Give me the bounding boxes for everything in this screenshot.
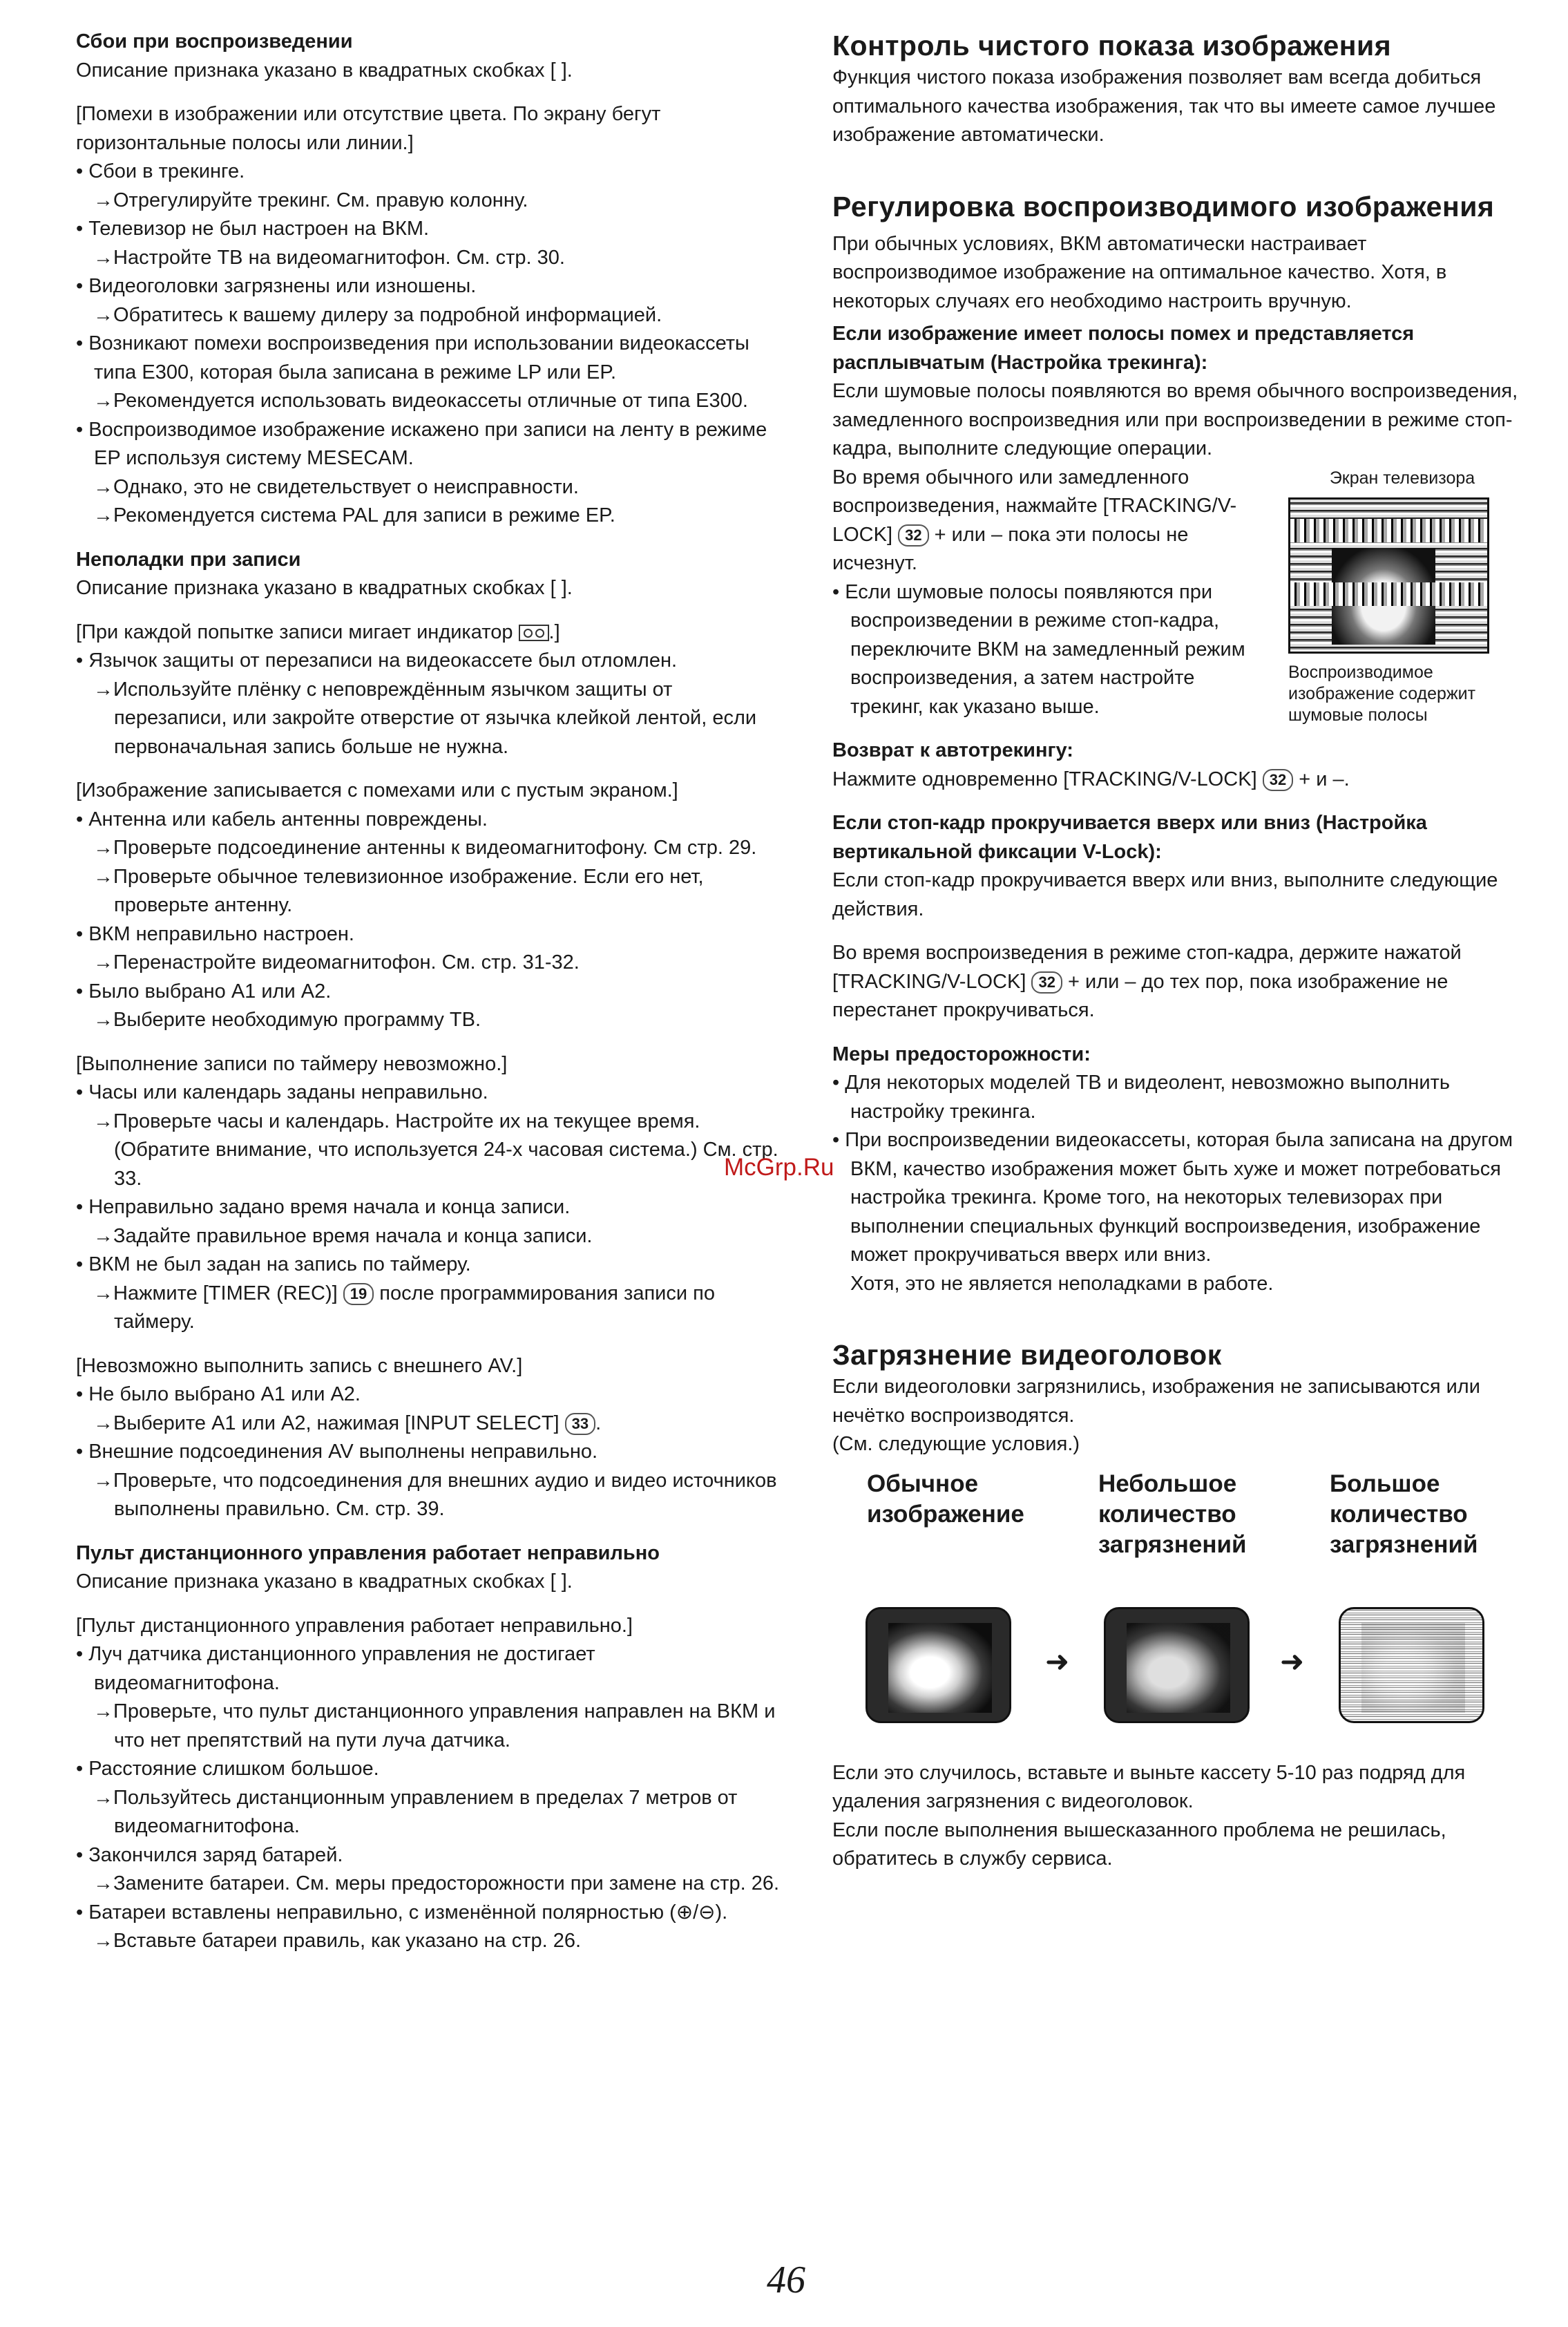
- precautions-heading: Меры предосторожности:: [832, 1043, 1091, 1065]
- section-intro: Описание признака указано в квадратных скобках [ ].: [76, 59, 573, 82]
- fix: →Рекомендуется использовать видеокассеты отличные от типа E300.: [93, 390, 748, 412]
- fix: →Проверьте часы и календарь. Настройте их на текущее время. (Обратите внимание, что используется 24-х часовая система.) См. стр. 33.: [93, 1110, 778, 1190]
- flower-image: [1127, 1623, 1230, 1713]
- symptom: [76, 618, 781, 647]
- heavily-dirty-picture-image: [1339, 1607, 1484, 1723]
- condition-label-normal: Обычное изображение: [867, 1470, 1024, 1528]
- precaution-item: • Для некоторых моделей ТВ и видеолент, невозможно выполнить настройку трекинга.: [832, 1072, 1451, 1123]
- auto-tracking-body: [832, 766, 1523, 795]
- tracking-heading: Если изображение имеет полосы помех и представляется расплывчатым (Настройка трекинга):: [832, 323, 1415, 374]
- cause: • Луч датчика дистанционного управления не достигает видеомагнитофона.: [76, 1643, 595, 1694]
- fix: →Настройте ТВ на видеомагнитофон. См. стр. 30.: [93, 246, 565, 269]
- tracking-step: [832, 464, 1261, 578]
- precaution-note: Хотя, это не является неполадками в работе.: [850, 1272, 1274, 1295]
- left-column: [76, 28, 781, 1956]
- symptom: [Помехи в изображении или отсутствие цвета. По экрану бегут горизонтальные полосы или линии.]: [76, 103, 661, 154]
- figure-caption: Воспроизводимое изображение содержит шумовые полосы: [1288, 662, 1476, 725]
- tracking-block: [832, 464, 1523, 725]
- fix: →Проверьте, что подсоединения для внешних аудио и видео источников выполнены правильно. См. стр. 39.: [93, 1469, 777, 1520]
- clear-picture-body: Функция чистого показа изображения позволяет вам всегда добиться оптимального качества изображения, так что вы имеете самое лучшее изображение автоматически.: [832, 66, 1496, 146]
- symptom: [Выполнение записи по таймеру невозможно.]: [76, 1052, 508, 1075]
- symptom: [Пульт дистанционного управления работает неправильно.]: [76, 1614, 633, 1637]
- fix-text-end: после программирования записи по таймеру.: [114, 1282, 715, 1333]
- cause: • Было выбрано A1 или A2.: [76, 980, 332, 1003]
- fix-text: →Нажмите [TIMER (REC)]: [93, 1282, 338, 1304]
- dirty-heads-advice: Если это случилось, вставьте и выньте кассету 5-10 раз подряд для удаления загрязнения с видеоголовок.: [832, 1761, 1466, 1812]
- cause: • Часы или календарь заданы неправильно.: [76, 1081, 488, 1103]
- section-title-recording-faults: Неполадки при записи: [76, 548, 301, 571]
- vlock-step: [832, 939, 1523, 1025]
- cause: • Антенна или кабель антенны повреждены.: [76, 808, 488, 830]
- cause: • Не было выбрано A1 или A2.: [76, 1383, 361, 1405]
- fix-text: →Выберите A1 или A2, нажимая [INPUT SELECT]: [93, 1412, 560, 1434]
- section-title-remote-faults: Пульт дистанционного управления работает неправильно: [76, 1541, 660, 1564]
- symptom: [Изображение записывается с помехами или с пустым экраном.]: [76, 779, 678, 801]
- page-ref-badge: 32: [1031, 971, 1062, 994]
- dirty-heads-note: (См. следующие условия.): [832, 1433, 1080, 1455]
- right-column: [832, 28, 1523, 1874]
- fix-text-end: .: [595, 1412, 602, 1434]
- picture-adjust-body: При обычных условиях, ВКМ автоматически настраивает воспроизводимое изображение на оптимальное качество. Хотя, в некоторых случаях его необходимо настроить вручную.: [832, 232, 1447, 312]
- fix: →Замените батареи. См. меры предосторожности при замене на стр. 26.: [93, 1872, 780, 1894]
- fix: [76, 1409, 781, 1438]
- cause: • ВКМ неправильно настроен.: [76, 922, 354, 945]
- tracking-body: Если шумовые полосы появляются во время обычного воспроизведения, замедленного воспроизведния или при воспроизведении в режиме стоп-кадра, выполните следующие операции.: [832, 380, 1518, 459]
- cassette-icon: [519, 625, 549, 641]
- cause: • Закончился заряд батарей.: [76, 1843, 343, 1866]
- noise-band: [1290, 582, 1487, 606]
- clear-picture-title: Контроль чистого показа изображения: [832, 30, 1392, 61]
- step-text: Во время обычного или замедленного воспроизведения, нажмайте [TRACKING/V-LOCK]: [832, 466, 1237, 546]
- flower-image: [1361, 1623, 1465, 1713]
- auto-text-end: + и –.: [1299, 768, 1350, 790]
- fix: →Выберите необходимую программу ТВ.: [93, 1009, 481, 1031]
- vlock-text: Во время воспроизведения в режиме стоп-кадра, держите нажатой [TRACKING/V-LOCK]: [832, 942, 1462, 993]
- picture-adjust-title: Регулировка воспроизводимого изображения: [832, 190, 1495, 222]
- fix: →Перенастройте видеомагнитофон. См. стр. 31-32.: [93, 951, 580, 973]
- step-text-end: + или – пока эти полосы не исчезнут.: [832, 523, 1189, 574]
- dirty-heads-body: Если видеоголовки загрязнились, изображения не записываются или нечётко воспроизводятся.: [832, 1376, 1480, 1427]
- cause: • Видеоголовки загрязнены или изношены.: [76, 275, 477, 297]
- cause: • Расстояние слишком большое.: [76, 1758, 379, 1780]
- flower-image: [888, 1623, 992, 1713]
- fix: →Проверьте, что пульт дистанционного управления направлен на ВКМ и что нет препятствий на пути луча датчика.: [93, 1700, 776, 1751]
- condition-label-heavy: Большое количество загрязнений: [1330, 1470, 1478, 1558]
- fix: →Рекомендуется система PAL для записи в режиме EP.: [93, 504, 615, 526]
- tracking-note: • Если шумовые полосы появляются при воспроизведении в режиме стоп-кадра, переключите ВКМ на замедленный режим воспроизведения, а затем настройте трекинг, как указано выше.: [832, 580, 1245, 718]
- arrow-right-icon: ➜: [1045, 1644, 1070, 1678]
- symptom-text: [При каждой попытке записи мигает индикатор: [76, 620, 513, 643]
- auto-text: Нажмите одновременно [TRACKING/V-LOCK]: [832, 768, 1257, 790]
- tracking-steps: [832, 464, 1261, 722]
- page-number: 46: [767, 2259, 805, 2301]
- cause: • Язычок защиты от перезаписи на видеокассете был отломлен.: [76, 649, 678, 672]
- cause: • Воспроизводимое изображение искажено при записи на ленту в режиме EP используя систему MESECAM.: [76, 418, 767, 469]
- fix: →Проверьте обычное телевизионное изображение. Если его нет, проверьте антенну.: [93, 865, 704, 916]
- figure-title: Экран телевизора: [1329, 468, 1475, 488]
- cause: • Сбои в трекинге.: [76, 160, 245, 182]
- vlock-body: Если стоп-кадр прокручивается вверх или вниз, выполните следующие действия.: [832, 869, 1498, 920]
- condition-label-slight: Небольшое количество загрязнений: [1098, 1470, 1247, 1558]
- arrow-right-icon: ➜: [1280, 1644, 1305, 1678]
- dirty-heads-title: Загрязнение видеоголовок: [832, 1339, 1222, 1371]
- normal-picture-image: [866, 1607, 1011, 1723]
- dirty-heads-figure: [832, 1469, 1523, 1759]
- watermark: McGrp.Ru: [724, 1154, 834, 1181]
- precaution-item: • При воспроизведении видеокассеты, которая была записана на другом ВКМ, качество изображения может быть хуже и может потребоваться настройка трекинга. Кроме того, на некоторых телевизорах при выполнении специальных функций воспроизведения, изображение может прокручиваться вверх или вниз.: [832, 1129, 1513, 1266]
- symptom: [Невозможно выполнить запись с внешнего AV.]: [76, 1354, 523, 1377]
- fix: →Однако, это не свидетельствует о неисправности.: [93, 475, 579, 498]
- page-ref-badge: 19: [343, 1283, 374, 1305]
- dirty-heads-service: Если после выполнения вышесказанного проблема не решилась, обратитесь в службу сервиса.: [832, 1818, 1446, 1870]
- page-ref-badge: 32: [1263, 769, 1293, 791]
- cause: • ВКМ не был задан на запись по таймеру.: [76, 1253, 471, 1275]
- page-ref-badge: 33: [565, 1413, 595, 1435]
- section-intro: Описание признака указано в квадратных скобках [ ].: [76, 577, 573, 599]
- vlock-text-end: + или – до тех пор, пока изображение не перестанет прокручиваться.: [832, 970, 1449, 1021]
- vlock-heading: Если стоп-кадр прокручивается вверх или вниз (Настройка вертикальной фиксации V-Lock):: [832, 812, 1427, 863]
- symptom-text-end: .]: [548, 620, 560, 643]
- fix: →Задайте правильное время начала и конца записи.: [93, 1224, 593, 1247]
- fix: [76, 1280, 781, 1337]
- noisy-picture-image: [1288, 497, 1489, 654]
- cause: • Внешние подсоединения AV выполнены неправильно.: [76, 1441, 598, 1463]
- section-intro: Описание признака указано в квадратных скобках [ ].: [76, 1570, 573, 1593]
- noise-band: [1290, 519, 1487, 542]
- tv-screen-figure: [1288, 464, 1516, 726]
- cause: • Неправильно задано время начала и конца записи.: [76, 1196, 571, 1218]
- cause: • Телевизор не был настроен на ВКМ.: [76, 218, 430, 240]
- page-ref-badge: 32: [898, 524, 928, 547]
- fix: →Отрегулируйте трекинг. См. правую колонну.: [93, 189, 528, 211]
- slightly-dirty-picture-image: [1104, 1607, 1250, 1723]
- fix: →Проверьте подсоединение антенны к видеомагнитофону. См стр. 29.: [93, 837, 757, 859]
- fix: →Используйте плёнку с неповреждённым язычком защиты от перезаписи, или закройте отверстие от язычка клейкой лентой, если первоначальная запись больше не нужна.: [93, 678, 757, 758]
- cause: • Возникают помехи воспроизведения при использовании видеокассеты типа E300, которая была записана в режиме LP или EP.: [76, 332, 749, 383]
- section-title-playback-faults: Сбои при воспроизведении: [76, 30, 353, 53]
- fix: →Пользуйтесь дистанционным управлением в пределах 7 метров от видеомагнитофона.: [93, 1786, 738, 1837]
- fix: →Вставьте батареи правиль, как указано на стр. 26.: [93, 1930, 582, 1952]
- fix: →Обратитесь к вашему дилеру за подробной информацией.: [93, 303, 662, 326]
- cause: • Батареи вставлены неправильно, с изменённой полярностью (⊕/⊖).: [76, 1901, 728, 1924]
- auto-tracking-heading: Возврат к автотрекингу:: [832, 739, 1073, 761]
